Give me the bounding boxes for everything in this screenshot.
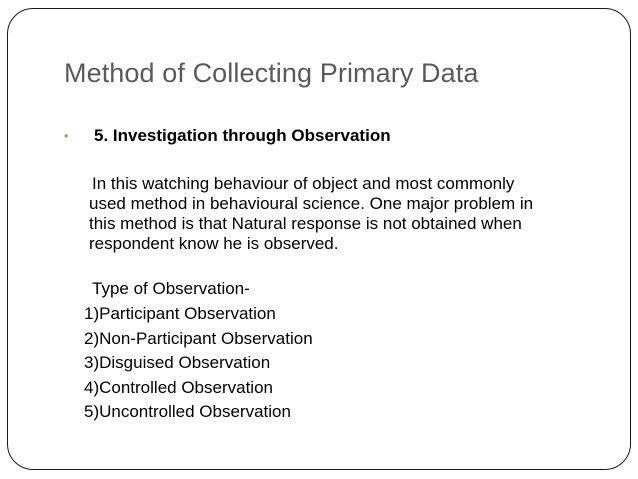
- paragraph-line: used method in behavioural science. One major problem in: [89, 194, 534, 213]
- bullet-marker: •: [64, 129, 69, 143]
- observation-types-heading: Type of Observation-: [92, 279, 250, 298]
- list-item: 5)Uncontrolled Observation: [84, 402, 291, 421]
- list-item: 1)Participant Observation: [84, 304, 276, 323]
- bullet-item: [64, 126, 391, 146]
- paragraph-line: respondent know he is observed.: [89, 234, 339, 253]
- list-item: 4)Controlled Observation: [84, 377, 273, 397]
- slide-title: Method of Collecting Primary Data: [64, 58, 479, 88]
- bullet-heading: 5. Investigation through Observation: [94, 126, 391, 145]
- paragraph-line: this method is that Natural response is not obtained when: [89, 214, 522, 233]
- list-item: 2)Non-Participant Observation: [84, 328, 313, 348]
- observation-types-list: [84, 302, 313, 425]
- list-item: 3)Disguised Observation: [84, 353, 271, 372]
- description-paragraph: [89, 174, 619, 254]
- paragraph-line: In this watching behaviour of object and most commonly: [92, 174, 515, 193]
